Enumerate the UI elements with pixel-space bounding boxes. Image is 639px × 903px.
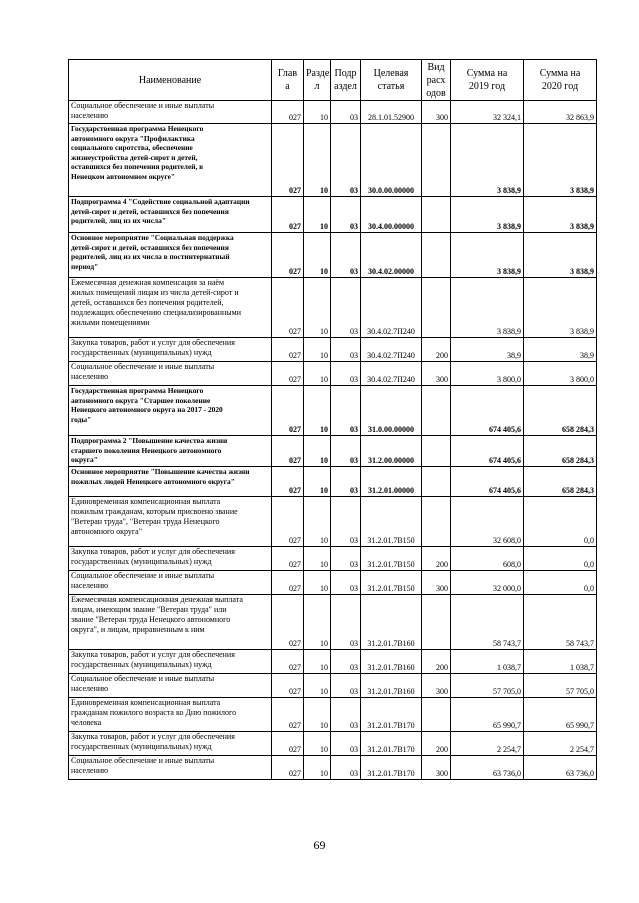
row-sum-2020: 658 284,3 (524, 436, 597, 467)
table-row (69, 467, 597, 497)
row-subsection: 03 (331, 101, 361, 124)
row-target: 31.2.01.00000 (361, 467, 422, 497)
table-row (69, 362, 597, 386)
row-sum-2020: 58 743,7 (524, 595, 597, 650)
row-exp-type (422, 124, 451, 197)
row-exp-type (422, 197, 451, 233)
row-exp-type (422, 497, 451, 547)
header-sum-2020: Сумма на 2020 год (524, 60, 597, 101)
row-exp-type (422, 467, 451, 497)
row-subsection: 03 (331, 571, 361, 595)
row-sum-2020: 32 863,9 (524, 101, 597, 124)
table-row (69, 497, 597, 547)
table-row (69, 595, 597, 650)
row-subsection: 03 (331, 278, 361, 338)
row-subsection: 03 (331, 338, 361, 362)
row-name: Социальное обеспечение и иные выплаты населению (69, 674, 272, 698)
row-exp-type (422, 386, 451, 436)
row-section: 10 (304, 124, 331, 197)
row-chapter: 027 (272, 732, 304, 756)
table-row (69, 386, 597, 436)
row-exp-type: 300 (422, 756, 451, 780)
row-name: Основное мероприятие "Социальная поддержка детей-сирот и детей, оставшихся без попечения родителей, лиц из их числа в постинтернатный период" (69, 233, 272, 278)
row-sum-2019: 3 838,9 (451, 233, 524, 278)
row-subsection: 03 (331, 650, 361, 674)
row-target: 31.2.01.7В150 (361, 497, 422, 547)
row-exp-type: 200 (422, 650, 451, 674)
row-target: 31.2.01.7В150 (361, 547, 422, 571)
row-chapter: 027 (272, 124, 304, 197)
row-subsection: 03 (331, 197, 361, 233)
row-name: Закупка товаров, работ и услуг для обеспечения государственных (муниципальных) нужд (69, 338, 272, 362)
row-section: 10 (304, 101, 331, 124)
row-target: 30.4.00.00000 (361, 197, 422, 233)
row-sum-2019: 65 990,7 (451, 698, 524, 732)
row-chapter: 027 (272, 338, 304, 362)
row-sum-2020: 57 705,0 (524, 674, 597, 698)
row-section: 10 (304, 362, 331, 386)
row-section: 10 (304, 650, 331, 674)
row-sum-2020: 38,9 (524, 338, 597, 362)
row-chapter: 027 (272, 571, 304, 595)
table-row (69, 338, 597, 362)
row-subsection: 03 (331, 674, 361, 698)
row-chapter: 027 (272, 547, 304, 571)
row-name: Государственная программа Ненецкого автономного округа "Старшее поколение Ненецкого автономного округа на 2017 - 2020 годы" (69, 386, 272, 436)
table-row (69, 732, 597, 756)
table-row (69, 124, 597, 197)
row-name: Государственная программа Ненецкого автономного округа "Профилактика социального сиротства, обеспечение жизнеустройства детей-сирот и детей, оставшихся без попечения родителей, в Ненецком автономном округе" (69, 124, 272, 197)
row-name: Ежемесячная компенсационная денежная выплата лицам, имеющим звание "Ветеран труда" или звание "Ветеран труда Ненецкого автономного округа", и лицам, приравненным к ним (69, 595, 272, 650)
row-name: Единовременная компенсационная выплата пожилым гражданам, которым присвоено звание "Ветеран труда", "Ветеран труда Ненецкого автономного округа" (69, 497, 272, 547)
row-target: 30.0.00.00000 (361, 124, 422, 197)
row-sum-2019: 38,9 (451, 338, 524, 362)
table-row (69, 278, 597, 338)
table-row (69, 674, 597, 698)
row-subsection: 03 (331, 124, 361, 197)
row-sum-2020: 658 284,3 (524, 467, 597, 497)
table-row (69, 698, 597, 732)
row-subsection: 03 (331, 497, 361, 547)
row-sum-2020: 65 990,7 (524, 698, 597, 732)
table-row (69, 436, 597, 467)
row-exp-type (422, 278, 451, 338)
row-name: Подпрограмма 4 "Содействие социальной адаптации детей-сирот и детей, оставшихся без попечения родителей, лиц из их числа" (69, 197, 272, 233)
table-row (69, 756, 597, 780)
row-section: 10 (304, 467, 331, 497)
header-target: Целевая статья (361, 60, 422, 101)
row-chapter: 027 (272, 674, 304, 698)
row-subsection: 03 (331, 732, 361, 756)
row-target: 30.4.02.7П240 (361, 278, 422, 338)
row-chapter: 027 (272, 756, 304, 780)
row-section: 10 (304, 338, 331, 362)
row-exp-type: 300 (422, 674, 451, 698)
row-sum-2020: 0,0 (524, 571, 597, 595)
row-target: 31.2.01.7В160 (361, 595, 422, 650)
row-subsection: 03 (331, 547, 361, 571)
row-section: 10 (304, 674, 331, 698)
row-exp-type (422, 436, 451, 467)
row-target: 31.2.01.7В150 (361, 571, 422, 595)
row-name: Основное мероприятие "Повышение качества жизни пожилых людей Ненецкого автономного округа" (69, 467, 272, 497)
row-exp-type (422, 233, 451, 278)
row-exp-type (422, 698, 451, 732)
row-section: 10 (304, 233, 331, 278)
row-sum-2019: 32 000,0 (451, 571, 524, 595)
row-exp-type: 200 (422, 547, 451, 571)
row-section: 10 (304, 386, 331, 436)
row-section: 10 (304, 497, 331, 547)
row-chapter: 027 (272, 467, 304, 497)
row-sum-2020: 3 800,0 (524, 362, 597, 386)
row-name: Единовременная компенсационная выплата гражданам пожилого возраста ко Дню пожилого человека (69, 698, 272, 732)
row-chapter: 027 (272, 197, 304, 233)
row-section: 10 (304, 571, 331, 595)
row-sum-2019: 674 405,6 (451, 386, 524, 436)
row-exp-type: 300 (422, 362, 451, 386)
row-chapter: 027 (272, 362, 304, 386)
row-section: 10 (304, 197, 331, 233)
header-subsection: Подр аздел (331, 60, 361, 101)
row-target: 30.4.02.7П240 (361, 338, 422, 362)
row-chapter: 027 (272, 101, 304, 124)
row-target: 31.2.01.7В160 (361, 674, 422, 698)
row-subsection: 03 (331, 698, 361, 732)
row-section: 10 (304, 698, 331, 732)
row-exp-type: 300 (422, 571, 451, 595)
row-target: 31.2.01.7В170 (361, 698, 422, 732)
row-sum-2020: 3 838,9 (524, 197, 597, 233)
row-subsection: 03 (331, 362, 361, 386)
row-sum-2019: 674 405,6 (451, 467, 524, 497)
row-subsection: 03 (331, 756, 361, 780)
row-target: 31.0.00.00000 (361, 386, 422, 436)
row-chapter: 027 (272, 436, 304, 467)
row-sum-2020: 658 284,3 (524, 386, 597, 436)
row-target: 30.4.02.00000 (361, 233, 422, 278)
row-name: Социальное обеспечение и иные выплаты населению (69, 756, 272, 780)
row-name: Закупка товаров, работ и услуг для обеспечения государственных (муниципальных) нужд (69, 547, 272, 571)
page-number: 69 (313, 838, 326, 852)
row-sum-2020: 63 736,0 (524, 756, 597, 780)
row-chapter: 027 (272, 233, 304, 278)
row-sum-2019: 3 800,0 (451, 362, 524, 386)
row-name: Социальное обеспечение и иные выплаты населению (69, 101, 272, 124)
budget-table (68, 59, 597, 780)
row-sum-2019: 3 838,9 (451, 278, 524, 338)
row-sum-2020: 1 038,7 (524, 650, 597, 674)
row-subsection: 03 (331, 386, 361, 436)
row-name: Закупка товаров, работ и услуг для обеспечения государственных (муниципальных) нужд (69, 732, 272, 756)
row-section: 10 (304, 547, 331, 571)
row-chapter: 027 (272, 650, 304, 674)
row-exp-type: 200 (422, 732, 451, 756)
header-exp-type: Вид расх одов (422, 60, 451, 101)
row-exp-type: 300 (422, 101, 451, 124)
header-sum-2019: Сумма на 2019 год (451, 60, 524, 101)
row-section: 10 (304, 436, 331, 467)
row-sum-2019: 674 405,6 (451, 436, 524, 467)
row-chapter: 027 (272, 497, 304, 547)
row-sum-2019: 63 736,0 (451, 756, 524, 780)
row-section: 10 (304, 732, 331, 756)
row-sum-2020: 0,0 (524, 547, 597, 571)
row-target: 31.2.01.7В170 (361, 732, 422, 756)
row-subsection: 03 (331, 233, 361, 278)
table-row (69, 197, 597, 233)
row-section: 10 (304, 595, 331, 650)
table-row (69, 233, 597, 278)
row-chapter: 027 (272, 278, 304, 338)
row-sum-2019: 32 608,0 (451, 497, 524, 547)
row-subsection: 03 (331, 595, 361, 650)
table-row (69, 571, 597, 595)
row-subsection: 03 (331, 467, 361, 497)
row-exp-type: 200 (422, 338, 451, 362)
row-sum-2020: 3 838,9 (524, 233, 597, 278)
row-chapter: 027 (272, 698, 304, 732)
row-name: Социальное обеспечение и иные выплаты населению (69, 571, 272, 595)
row-section: 10 (304, 278, 331, 338)
row-sum-2020: 3 838,9 (524, 124, 597, 197)
row-target: 31.2.01.7В160 (361, 650, 422, 674)
row-name: Ежемесячная денежная компенсация за наём жилых помещений лицам из числа детей-сирот и детей, оставшихся без попечения родителей, подлежащих обеспечению специализированными жилыми помещениями (69, 278, 272, 338)
table-header-row (69, 60, 597, 101)
row-target: 31.2.00.00000 (361, 436, 422, 467)
row-chapter: 027 (272, 386, 304, 436)
row-chapter: 027 (272, 595, 304, 650)
header-chapter: Глав а (272, 60, 304, 101)
row-sum-2020: 0,0 (524, 497, 597, 547)
table-row (69, 650, 597, 674)
row-name: Закупка товаров, работ и услуг для обеспечения государственных (муниципальных) нужд (69, 650, 272, 674)
row-sum-2020: 3 838,9 (524, 278, 597, 338)
row-name: Подпрограмма 2 "Повышение качества жизни старшего поколения Ненецкого автономного округа" (69, 436, 272, 467)
row-section: 10 (304, 756, 331, 780)
header-section: Разде л (304, 60, 331, 101)
row-sum-2019: 1 038,7 (451, 650, 524, 674)
row-exp-type (422, 595, 451, 650)
row-sum-2019: 3 838,9 (451, 197, 524, 233)
row-sum-2019: 32 324,1 (451, 101, 524, 124)
row-target: 28.1.01.52900 (361, 101, 422, 124)
row-sum-2019: 3 838,9 (451, 124, 524, 197)
row-sum-2019: 57 705,0 (451, 674, 524, 698)
row-target: 31.2.01.7В170 (361, 756, 422, 780)
row-subsection: 03 (331, 436, 361, 467)
table-row (69, 547, 597, 571)
row-name: Социальное обеспечение и иные выплаты населению (69, 362, 272, 386)
row-sum-2019: 2 254,7 (451, 732, 524, 756)
row-sum-2019: 608,0 (451, 547, 524, 571)
table-row (69, 101, 597, 124)
row-target: 30.4.02.7П240 (361, 362, 422, 386)
header-name: Наименование (69, 60, 272, 101)
row-sum-2020: 2 254,7 (524, 732, 597, 756)
row-sum-2019: 58 743,7 (451, 595, 524, 650)
